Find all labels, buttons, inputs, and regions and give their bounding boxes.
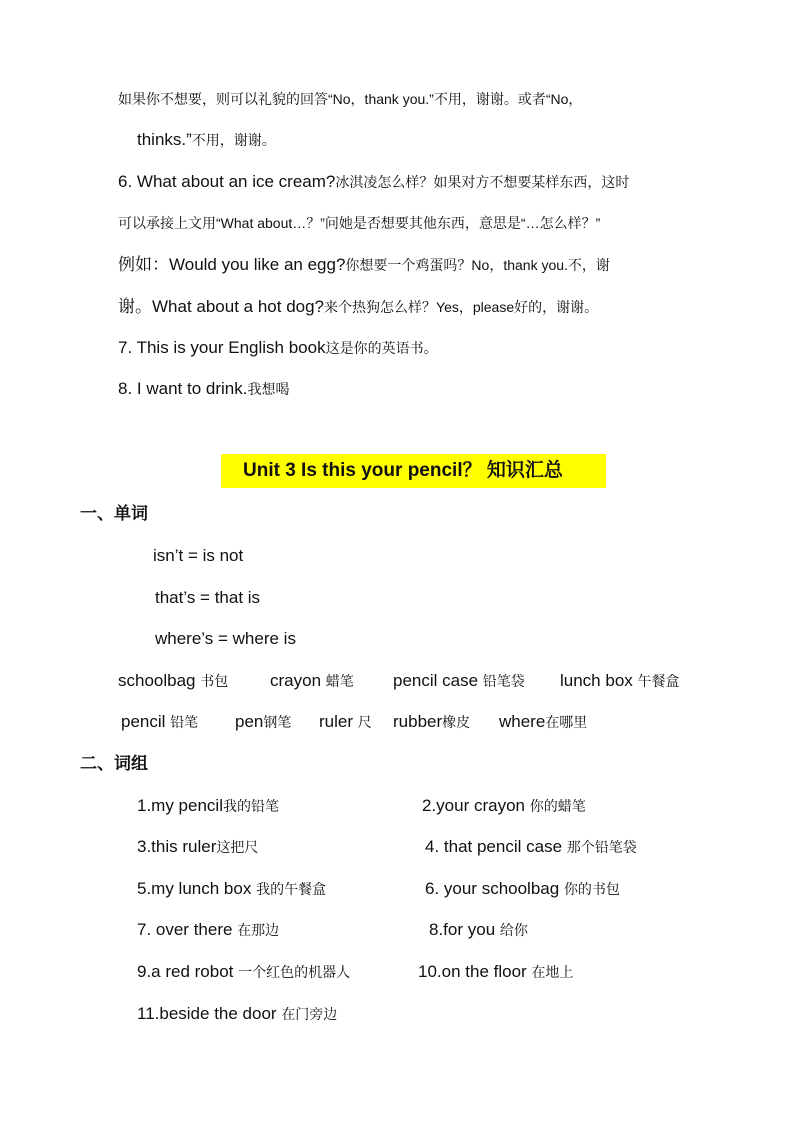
phrase-item: 2.your crayon 你的蜡笔	[422, 796, 586, 815]
vocab-item: where在哪里	[499, 712, 588, 731]
phrase-item: 11.beside the door 在门旁边	[137, 1004, 338, 1023]
phrase-item: 1.my pencil我的铅笔	[137, 796, 279, 815]
phrase-item: 7. over there 在那边	[137, 920, 280, 939]
contraction-wheres: where’s = where is	[155, 629, 296, 648]
vocab-item: rubber橡皮	[393, 712, 471, 731]
phrase-item: 8.for you 给你	[429, 920, 528, 939]
intro-line-2: thinks.”不用，谢谢。	[137, 130, 276, 149]
phrase-item: 4. that pencil case 那个铅笔袋	[425, 837, 637, 856]
intro-line-4: 可以承接上文用“What about…？”问她是否想要其他东西，意思是“…怎么样？”	[118, 215, 601, 231]
vocab-item: pen钢笔	[235, 712, 292, 731]
section-heading-phrases: 二、词组	[80, 754, 148, 773]
intro-line-8: 8. I want to drink.我想喝	[118, 379, 290, 398]
vocab-item: schoolbag 书包	[118, 671, 229, 690]
contraction-thats: that’s = that is	[155, 588, 261, 607]
phrase-item: 5.my lunch box 我的午餐盒	[137, 879, 327, 898]
intro-line-3: 6. What about an ice cream?冰淇凌怎么样？如果对方不想要某样东西，这时	[118, 172, 630, 191]
phrase-item: 6. your schoolbag 你的书包	[425, 879, 620, 898]
vocab-item: pencil case 铅笔袋	[393, 671, 525, 690]
unit-title: Unit 3 Is this your pencil？ 知识汇总	[221, 454, 606, 488]
section-heading-words: 一、单词	[80, 504, 148, 523]
intro-line-5: 例如：Would you like an egg?你想要一个鸡蛋吗？No，thank you.不，谢	[118, 255, 610, 274]
phrase-item: 9.a red robot 一个红色的机器人	[137, 962, 351, 981]
vocab-item: pencil 铅笔	[121, 712, 199, 731]
contraction-isnt: isn’t = is not	[153, 546, 244, 565]
vocab-item: crayon 蜡笔	[270, 671, 354, 690]
intro-line-7: 7. This is your English book这是你的英语书。	[118, 338, 438, 357]
phrase-item: 10.on the floor 在地上	[418, 962, 574, 981]
vocab-item: lunch box 午餐盒	[560, 671, 680, 690]
phrase-item: 3.this ruler这把尺	[137, 837, 259, 856]
vocab-item: ruler 尺	[319, 712, 372, 731]
intro-line-6: 谢。What about a hot dog?来个热狗怎么样？Yes，please好的，谢谢。	[118, 297, 599, 316]
intro-line-1: 如果你不想要，则可以礼貌的回答“No，thank you.”不用，谢谢。或者“No，	[118, 91, 583, 107]
